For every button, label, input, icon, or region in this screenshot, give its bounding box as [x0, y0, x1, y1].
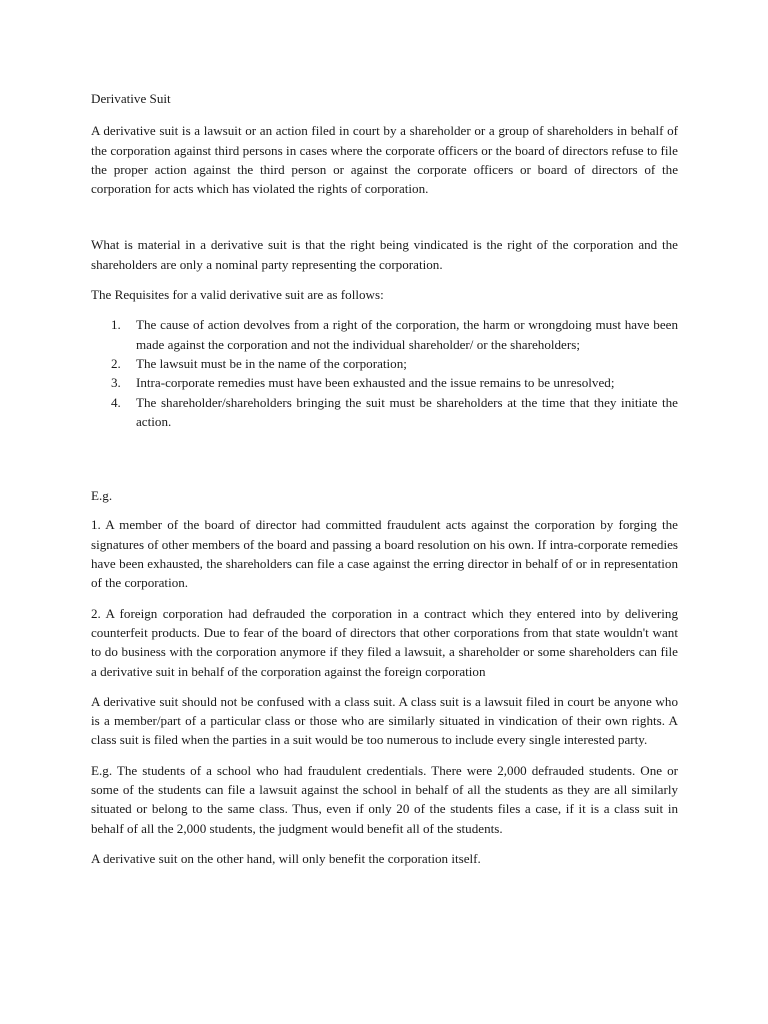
document-page: [91, 89, 678, 879]
intro-paragraph: A derivative suit is a lawsuit or an action filed in court by a shareholder or a group of shareholders in behalf of the corporation against third persons in cases where the corporate officers or the board of directors refuse to file the proper action against the third person or against the corporate officers or board of directors of the corporation for acts which has violated the rights of corporation.: [91, 123, 678, 197]
requisite-item: [91, 354, 678, 373]
class-example-paragraph: E.g. The students of a school who had fraudulent credentials. There were 2,000 defrauded students. One or some of the students can file a lawsuit against the school in behalf of all the students as they are all similarly situated or belong to the same class. Thus, even if only 20 of the students files a case, if it is a class suit in behalf of all the 2,000 students, the judgment would benefit all of the students.: [91, 762, 678, 836]
example-label: E.g.: [91, 488, 113, 504]
class-suit-paragraph: A derivative suit should not be confused with a class suit. A class suit is a lawsuit filed in court be anyone who is a member/part of a particular class or those who are similarly situated in vindication of their own rights. A class suit is filed when the parties in a suit would be too numerous to include every single interested party.: [91, 693, 678, 748]
requisite-item: [91, 373, 678, 392]
requisite-item: [91, 315, 678, 354]
closing-paragraph: A derivative suit on the other hand, will only benefit the corporation itself.: [91, 850, 481, 866]
requisite-text: The lawsuit must be in the name of the corporation;: [136, 355, 407, 371]
material-paragraph: What is material in a derivative suit is that the right being vindicated is the right of the corporation and the shareholders are only a nominal party representing the corporation.: [91, 237, 678, 272]
requisite-text: The shareholder/shareholders bringing the suit must be shareholders at the time that they initiate the action.: [136, 394, 678, 429]
requisite-text: The cause of action devolves from a right of the corporation, the harm or wrongdoing must have been made against the corporation and not the individual shareholder/ or the shareholders;: [136, 317, 678, 352]
example-paragraph-2: 2. A foreign corporation had defrauded the corporation in a contract which they entered into by delivering counterfeit products. Due to fear of the board of directors that other corporations from that state wouldn't want to do business with the corporation anymore if they filed a lawsuit, a shareholder or some shareholders can file a derivative suit in behalf of the corporation against the foreign corporation: [91, 605, 678, 679]
spacer: [91, 209, 678, 235]
requisite-number: 3.: [111, 375, 121, 391]
requisite-number: 4.: [111, 394, 121, 410]
document-title: Derivative Suit: [91, 91, 171, 106]
requisite-number: 1.: [111, 317, 121, 333]
requisite-text: Intra-corporate remedies must have been exhausted and the issue remains to be unresolved;: [136, 375, 615, 391]
spacer: [91, 442, 678, 468]
requisite-item: [91, 393, 678, 432]
requisites-heading: The Requisites for a valid derivative suit are as follows:: [91, 287, 384, 303]
example-paragraph-1: 1. A member of the board of director had committed fraudulent acts against the corporation by forging the signatures of other members of the board and passing a board resolution on his own. If intra-corporate remedies have been exhausted, the shareholders can file a case against the erring director in behalf of or in representation of the corporation.: [91, 517, 678, 591]
requisites-list: [91, 315, 678, 431]
requisite-number: 2.: [111, 355, 121, 371]
